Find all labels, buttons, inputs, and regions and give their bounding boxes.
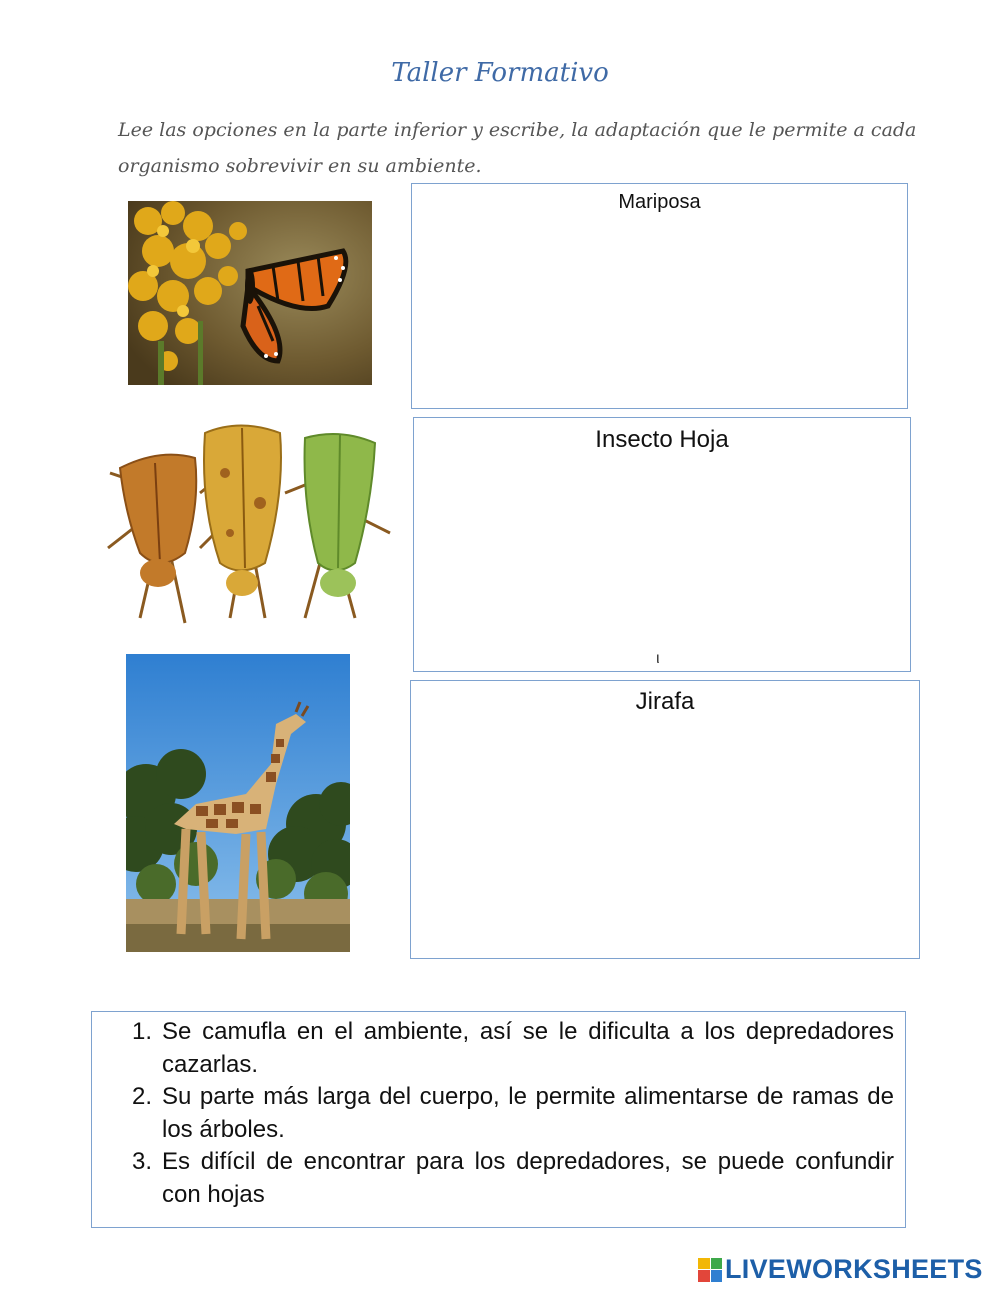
answer-box-mariposa[interactable] <box>411 183 908 409</box>
worksheet-title: Taller Formativo <box>391 58 609 88</box>
instructions-text: Lee las opciones en la parte inferior y escribe, la adaptación que le permite a cada organismo sobrevivir en su ambiente. <box>118 119 917 177</box>
option-text: Su parte más larga del cuerpo, le permite alimentarse de ramas de los árboles. <box>162 1083 894 1143</box>
giraffe-image <box>126 654 350 952</box>
options-box <box>91 1011 906 1228</box>
stray-mark: ι <box>656 650 660 667</box>
answer-box-jirafa[interactable] <box>410 680 920 959</box>
liveworksheets-logo[interactable] <box>698 1254 983 1285</box>
options-list <box>132 1016 894 1211</box>
answer-box-insecto-hoja[interactable] <box>413 417 911 672</box>
liveworksheets-logo-icon <box>698 1258 722 1282</box>
box-label-jirafa: Jirafa <box>635 688 695 715</box>
option-number: 3. <box>132 1148 153 1175</box>
option-item <box>132 1016 894 1081</box>
option-item <box>132 1081 894 1146</box>
option-number: 2. <box>132 1083 153 1110</box>
box-label-mariposa: Mariposa <box>618 191 701 213</box>
brand-name: LIVEWORKSHEETS <box>725 1254 983 1284</box>
option-item <box>132 1146 894 1211</box>
option-number: 1. <box>132 1018 153 1045</box>
leaf-insects-image <box>100 413 400 638</box>
option-text: Se camufla en el ambiente, así se le dificulta a los depredadores cazarlas. <box>162 1018 894 1078</box>
option-text: Es difícil de encontrar para los depredadores, se puede confundir con hojas <box>162 1148 894 1208</box>
box-label-insecto-hoja: Insecto Hoja <box>595 426 729 453</box>
butterfly-image <box>128 201 372 385</box>
